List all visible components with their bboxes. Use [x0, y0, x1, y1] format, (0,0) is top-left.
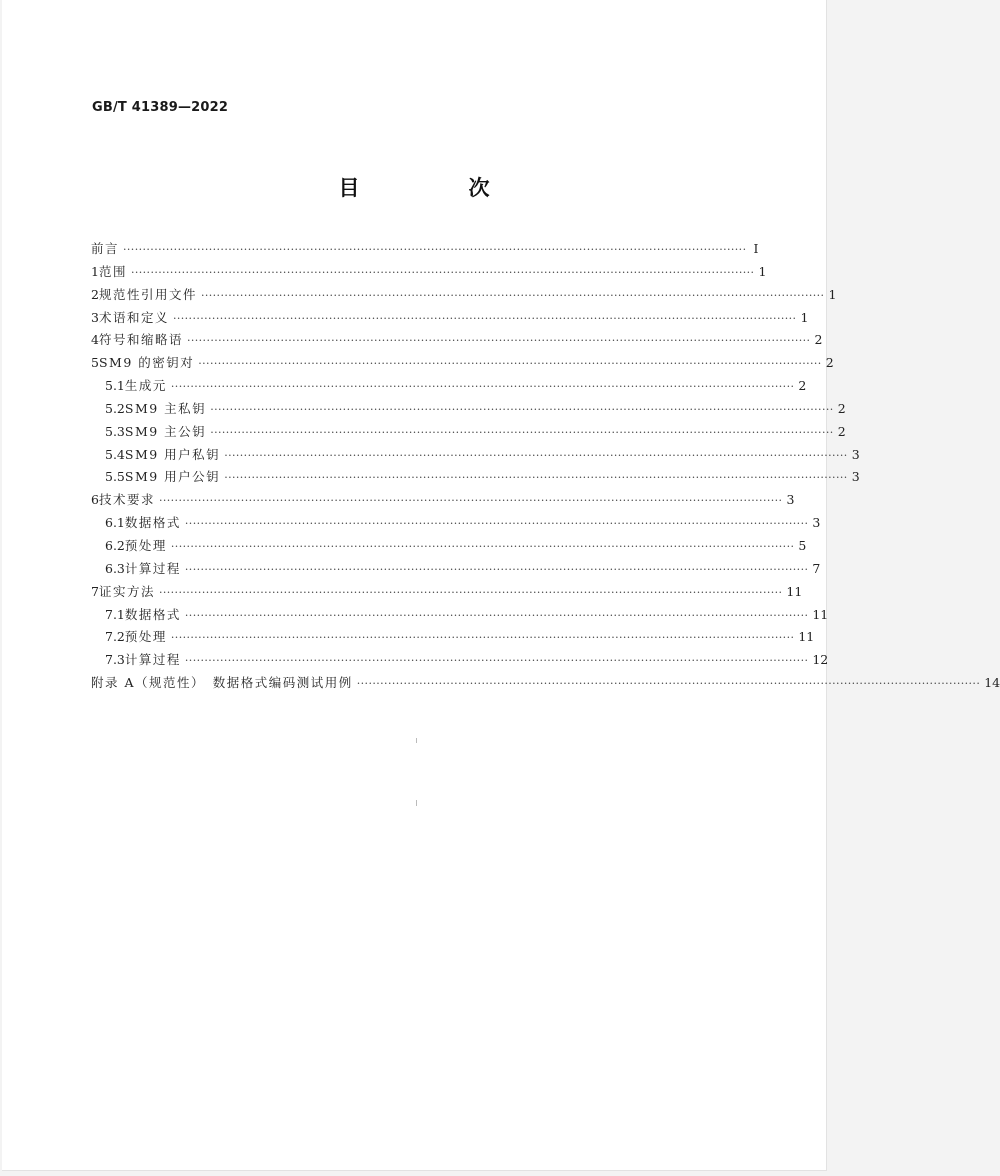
- toc-entry[interactable]: [91, 329, 823, 352]
- toc-entry-number: 5.4: [105, 446, 125, 462]
- toc-leader-dots: ································································································································································: [200, 288, 825, 302]
- toc-entry-page: 2: [798, 378, 807, 394]
- toc-entry-number: 1: [91, 263, 99, 279]
- toc-entry-number: 7.3: [105, 652, 125, 668]
- toc-entry-page: 11: [798, 629, 815, 645]
- toc-leader-dots: ································································································································································: [186, 334, 811, 348]
- toc-entry[interactable]: [91, 238, 759, 261]
- toc-entry-page: 11: [812, 606, 829, 622]
- toc-entry[interactable]: [91, 421, 846, 444]
- toc-entry-page: 3: [786, 492, 795, 508]
- toc-entry-label: 前言: [91, 241, 120, 256]
- toc-leader-dots: ································································································································································: [170, 631, 795, 645]
- toc-entry[interactable]: [91, 535, 807, 558]
- toc-leader-dots: ································································································································································: [224, 448, 848, 462]
- toc-leader-dots: ································································································································································: [210, 402, 834, 416]
- toc-entry-page: 3: [851, 446, 860, 462]
- toc-entry-number: 7: [91, 583, 99, 599]
- toc-entry-page: 11: [786, 583, 803, 599]
- toc-entry-number: 6: [91, 492, 99, 508]
- toc-entry[interactable]: [91, 489, 795, 512]
- toc-entry-label: 预处理: [124, 629, 167, 645]
- toc-entry-label: 计算过程: [124, 560, 181, 576]
- toc-entry[interactable]: [91, 261, 767, 284]
- toc-entry-number: 6.2: [105, 537, 125, 553]
- toc-leader-dots: ································································································································································: [172, 311, 797, 325]
- toc-entry-label: 数据格式: [124, 606, 181, 622]
- toc-entry-number: 7.1: [105, 606, 125, 622]
- toc-entry-label: SM9 用户公钥: [124, 469, 221, 485]
- toc-entry-label: 附录 A（规范性） 数据格式编码测试用例: [91, 675, 353, 691]
- toc-leader-dots: ································································································································································: [158, 494, 783, 508]
- toc-entry-number: 5.5: [105, 469, 125, 485]
- toc-entry-page: 2: [837, 423, 846, 439]
- toc-leader-dots: ································································································································································: [184, 517, 809, 531]
- toc-entry-page: 1: [828, 286, 837, 302]
- toc-leader-dots: ································································································································································: [198, 357, 822, 371]
- toc-entry-label: 术语和定义: [98, 309, 169, 325]
- toc-entry-number: 5.1: [105, 378, 125, 394]
- document-page: [2, 0, 1000, 1171]
- toc-entry-label: 数据格式: [124, 515, 181, 531]
- toc-entry-page: 3: [851, 469, 860, 485]
- table-of-contents: [91, 238, 1000, 695]
- toc-entry[interactable]: [91, 398, 846, 421]
- toc-entry[interactable]: [91, 512, 821, 535]
- toc-entry-page: 1: [758, 263, 767, 279]
- toc-entry-page: 2: [814, 332, 823, 348]
- toc-leader-dots: ································································································································································: [184, 562, 809, 576]
- toc-entry-page: 1: [800, 309, 809, 325]
- toc-entry-page: 2: [837, 400, 846, 416]
- toc-entry-number: 4: [91, 332, 99, 348]
- toc-leader-dots: ································································································································································: [158, 585, 783, 599]
- toc-entry[interactable]: [91, 649, 829, 672]
- toc-entry[interactable]: [91, 626, 815, 649]
- toc-entry[interactable]: [91, 672, 1000, 695]
- toc-entry-number: 6.3: [105, 560, 125, 576]
- toc-entry[interactable]: [91, 307, 809, 330]
- toc-entry[interactable]: [91, 466, 860, 489]
- toc-leader-dots: ································································································································································: [170, 539, 795, 553]
- toc-entry[interactable]: [91, 352, 834, 375]
- toc-entry[interactable]: [91, 444, 860, 467]
- toc-entry-number: 5: [91, 355, 99, 371]
- scan-mark: [416, 800, 417, 806]
- toc-leader-dots: ································································································································································: [224, 471, 848, 485]
- toc-entry-page: 14: [984, 675, 1000, 691]
- standard-number-header: GB/T 41389—2022: [92, 100, 229, 115]
- toc-leader-dots: ································································································································································: [130, 265, 755, 279]
- toc-entry-number: 6.1: [105, 515, 125, 531]
- toc-entry[interactable]: [91, 581, 803, 604]
- toc-entry-label: SM9 主私钥: [124, 400, 207, 416]
- page-title: 目 次: [338, 176, 534, 200]
- toc-entry[interactable]: [91, 558, 821, 581]
- toc-entry[interactable]: [91, 284, 837, 307]
- toc-entry-label: 规范性引用文件: [98, 286, 197, 302]
- toc-entry-number: 2: [91, 286, 99, 302]
- toc-entry-number: 5.2: [105, 400, 125, 416]
- toc-entry[interactable]: [91, 604, 829, 627]
- toc-entry-label: 范围: [98, 263, 127, 279]
- toc-entry-page: 7: [812, 560, 821, 576]
- toc-leader-dots: ································································································································································: [184, 608, 809, 622]
- toc-entry-label: SM9 用户私钥: [124, 446, 221, 462]
- scan-mark: [416, 738, 417, 743]
- toc-entry-number: 3: [91, 309, 99, 325]
- toc-entry-page: 12: [812, 652, 829, 668]
- toc-entry-page: 3: [812, 515, 821, 531]
- toc-leader-dots: ································································································································································: [184, 654, 809, 668]
- toc-entry-number: 7.2: [105, 629, 125, 645]
- toc-leader-dots: ································································································································································: [123, 243, 747, 256]
- toc-entry-number: 5.3: [105, 423, 125, 439]
- toc-entry-label: 证实方法: [98, 583, 155, 599]
- toc-entry-label: SM9 的密钥对: [98, 355, 195, 371]
- toc-entry-label: SM9 主公钥: [124, 423, 207, 439]
- toc-entry-page: 2: [825, 355, 834, 371]
- toc-entry-label: 生成元: [124, 378, 167, 394]
- toc-entry-page: Ⅰ: [753, 241, 759, 256]
- toc-entry-label: 计算过程: [124, 652, 181, 668]
- toc-leader-dots: ································································································································································: [170, 380, 795, 394]
- toc-leader-dots: ································································································································································: [356, 677, 981, 691]
- toc-leader-dots: ································································································································································: [210, 425, 834, 439]
- toc-entry-label: 技术要求: [98, 492, 155, 508]
- toc-entry[interactable]: [91, 375, 807, 398]
- toc-entry-page: 5: [798, 537, 807, 553]
- toc-entry-label: 预处理: [124, 537, 167, 553]
- toc-entry-label: 符号和缩略语: [98, 332, 183, 348]
